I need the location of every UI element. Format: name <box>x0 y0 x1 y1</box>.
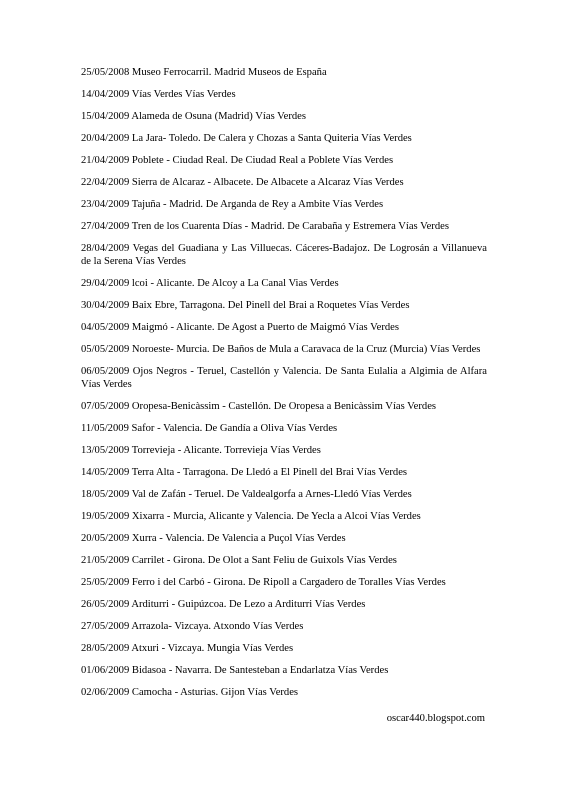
list-item: 20/04/2009 La Jara- Toledo. De Calera y Chozas a Santa Quiteria Vías Verdes <box>81 133 412 144</box>
list-item: 18/05/2009 Val de Zafán - Teruel. De Valdealgorfa a Arnes-Lledó Vías Verdes <box>81 489 412 500</box>
list-item: 14/04/2009 Vías Verdes Vías Verdes <box>81 89 236 100</box>
list-item: 25/05/2008 Museo Ferrocarril. Madrid Museos de España <box>81 67 327 78</box>
list-item: 13/05/2009 Torrevieja - Alicante. Torrevieja Vías Verdes <box>81 445 321 456</box>
list-item: 28/04/2009 Vegas del Guadiana y Las Villuecas. Cáceres-Badajoz. De Logrosán a Villanueva de la Serena Vías Verdes <box>81 243 487 267</box>
entry-list <box>81 66 487 708</box>
list-item: 26/05/2009 Arditurri - Guipúzcoa. De Lezo a Arditurri Vías Verdes <box>81 599 366 610</box>
list-item: 29/04/2009 lcoi - Alicante. De Alcoy a La Canal Vias Verdes <box>81 278 339 289</box>
list-item: 15/04/2009 Alameda de Osuna (Madrid) Vías Verdes <box>81 111 306 122</box>
list-item: 19/05/2009 Xixarra - Murcia, Alicante y Valencia. De Yecla a Alcoi Vías Verdes <box>81 511 421 522</box>
list-item: 27/04/2009 Tren de los Cuarenta Días - Madrid. De Carabaña y Estremera Vías Verdes <box>81 221 449 232</box>
list-item: 28/05/2009 Atxuri - Vizcaya. Mungia Vías Verdes <box>81 643 294 654</box>
list-item: 04/05/2009 Maigmó - Alicante. De Agost a Puerto de Maigmó Vías Verdes <box>81 322 399 333</box>
list-item: 01/06/2009 Bidasoa - Navarra. De Santesteban a Endarlatza Vías Verdes <box>81 665 389 676</box>
list-item: 05/05/2009 Noroeste- Murcia. De Baños de Mula a Caravaca de la Cruz (Murcia) Vías Verdes <box>81 344 481 355</box>
blog-url-footer: oscar440.blogspot.com <box>386 713 485 724</box>
list-item: 21/04/2009 Poblete - Ciudad Real. De Ciudad Real a Poblete Vías Verdes <box>81 155 394 166</box>
list-item: 23/04/2009 Tajuña - Madrid. De Arganda de Rey a Ambite Vías Verdes <box>81 199 384 210</box>
list-item: 30/04/2009 Baix Ebre, Tarragona. Del Pinell del Brai a Roquetes Vías Verdes <box>81 300 410 311</box>
list-item: 25/05/2009 Ferro i del Carbó - Girona. De Ripoll a Cargadero de Toralles Vías Verdes <box>81 577 446 588</box>
list-item: 21/05/2009 Carrilet - Girona. De Olot a Sant Feliu de Guixols Vías Verdes <box>81 555 397 566</box>
list-item: 22/04/2009 Sierra de Alcaraz - Albacete. De Albacete a Alcaraz Vías Verdes <box>81 177 404 188</box>
list-item: 06/05/2009 Ojos Negros - Teruel, Castellón y Valencia. De Santa Eulalia a Algimia de Alfara Vías Verdes <box>81 366 487 390</box>
list-item: 11/05/2009 Safor - Valencia. De Gandía a Oliva Vías Verdes <box>81 423 338 434</box>
list-item: 27/05/2009 Arrazola- Vizcaya. Atxondo Vías Verdes <box>81 621 304 632</box>
list-item: 02/06/2009 Camocha - Asturias. Gijon Vías Verdes <box>81 687 299 698</box>
list-item: 20/05/2009 Xurra - Valencia. De Valencia a Puçol Vías Verdes <box>81 533 346 544</box>
list-item: 07/05/2009 Oropesa-Benicàssim - Castellón. De Oropesa a Benicàssim Vías Verdes <box>81 401 437 412</box>
list-item: 14/05/2009 Terra Alta - Tarragona. De Lledó a El Pinell del Brai Vías Verdes <box>81 467 408 478</box>
